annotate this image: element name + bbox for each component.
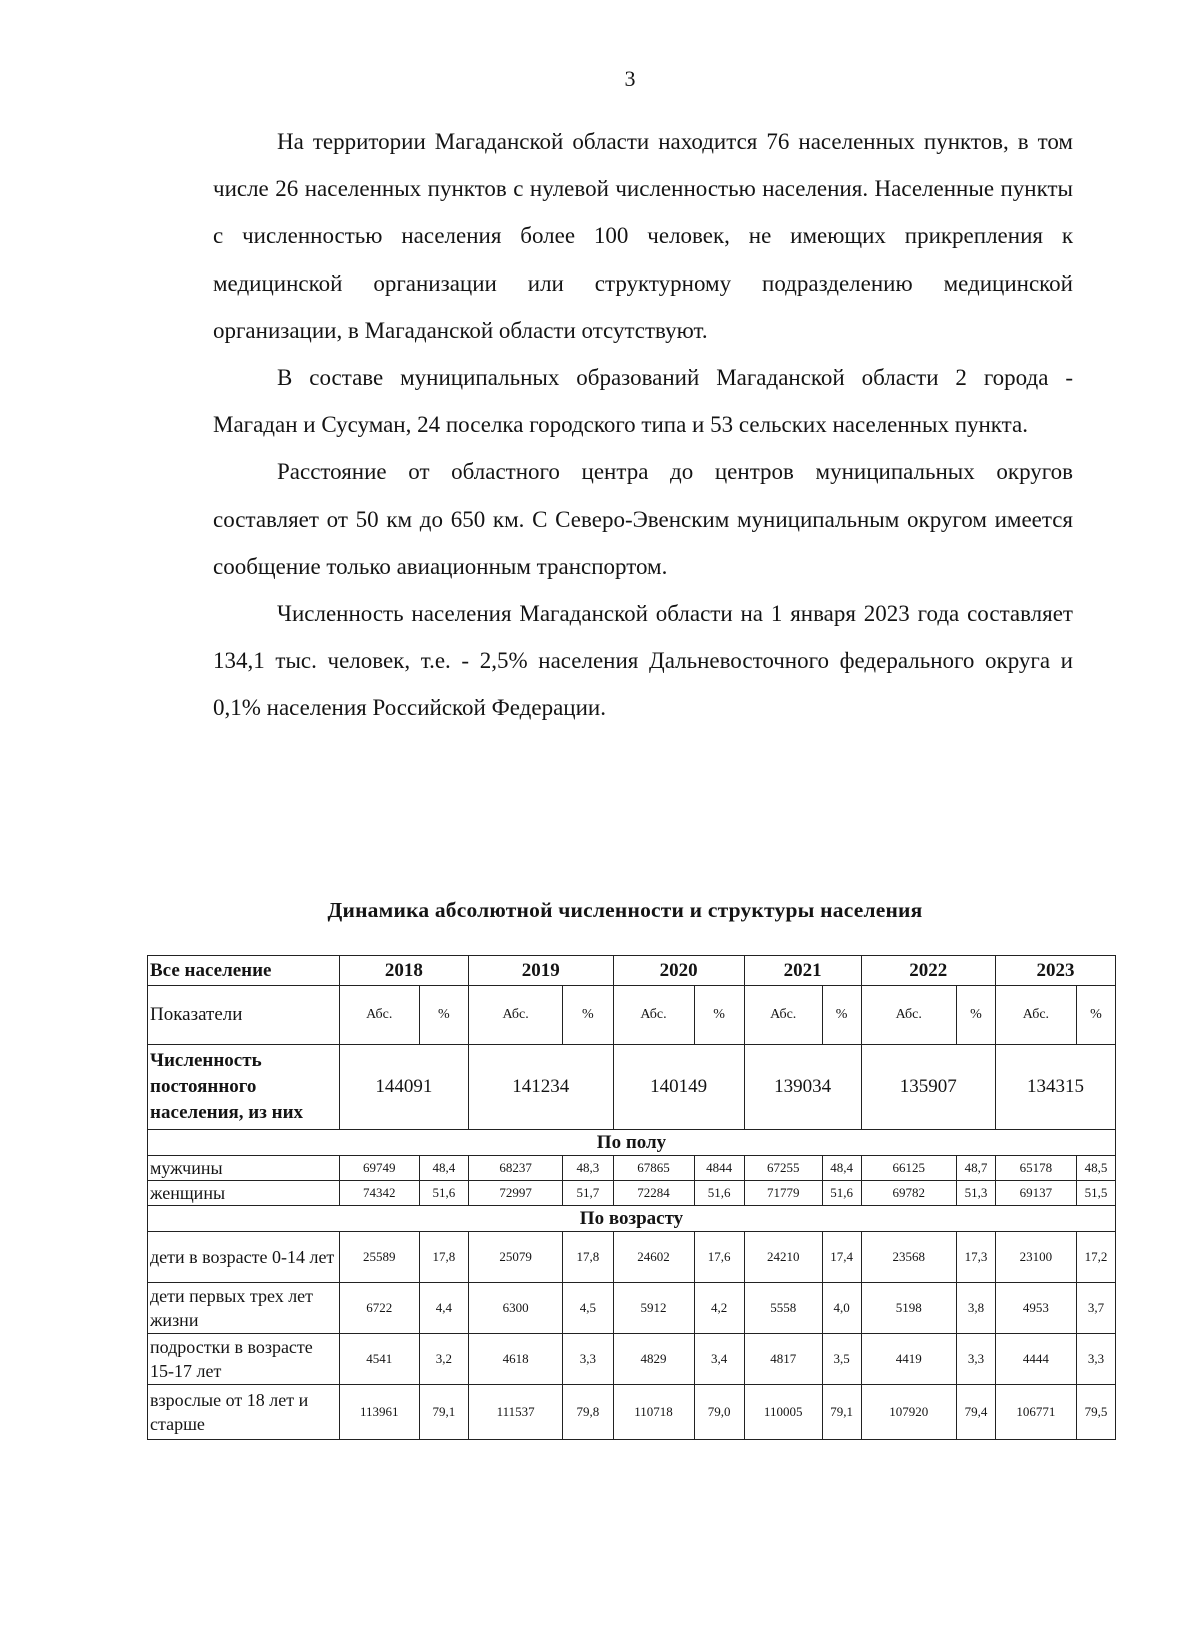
cell: 3,3	[1076, 1334, 1115, 1385]
abs-header: Абс.	[861, 986, 956, 1045]
cell: 4444	[995, 1334, 1076, 1385]
total-value-2018: 144091	[339, 1045, 468, 1130]
cell: 24602	[613, 1232, 694, 1283]
cell: 4953	[995, 1283, 1076, 1334]
abs-header: Абс.	[339, 986, 419, 1045]
total-population-row	[148, 1045, 1116, 1130]
section-age-row	[148, 1206, 1116, 1232]
cell: 17,8	[563, 1232, 613, 1283]
population-table	[147, 955, 1116, 1440]
cell: 4,2	[694, 1283, 744, 1334]
cell: 4618	[468, 1334, 562, 1385]
row-label: взрослые от 18 лет и старше	[148, 1385, 340, 1440]
pct-header: %	[563, 986, 613, 1045]
cell: 74342	[339, 1181, 419, 1206]
cell: 5198	[861, 1283, 956, 1334]
paragraph-population: Численность населения Магаданской области на 1 января 2023 года составляет 134,1 тыс. человек, т.е. - 2,5% населения Дальневосточного федерального округа и 0,1% населения Российской Федерации.	[213, 601, 1073, 721]
cell: 6722	[339, 1283, 419, 1334]
corner-label: Все население	[148, 956, 340, 986]
table-row	[148, 1283, 1116, 1334]
cell: 4817	[744, 1334, 822, 1385]
cell: 5912	[613, 1283, 694, 1334]
table-row	[148, 1385, 1116, 1440]
year-header-row	[148, 956, 1116, 986]
cell: 6300	[468, 1283, 562, 1334]
cell: 17,3	[956, 1232, 995, 1283]
cell: 4541	[339, 1334, 419, 1385]
year-2020: 2020	[613, 956, 744, 986]
cell: 4829	[613, 1334, 694, 1385]
abs-header: Абс.	[613, 986, 694, 1045]
cell: 79,4	[956, 1385, 995, 1440]
cell: 67255	[744, 1156, 822, 1181]
cell: 111537	[468, 1385, 562, 1440]
total-value-2023: 134315	[995, 1045, 1115, 1130]
cell: 3,2	[419, 1334, 468, 1385]
cell: 4844	[694, 1156, 744, 1181]
table-row	[148, 1334, 1116, 1385]
pct-header: %	[1076, 986, 1115, 1045]
section-gender-row	[148, 1130, 1116, 1156]
row-label: дети в возрасте 0-14 лет	[148, 1232, 340, 1283]
row-label: дети первых трех лет жизни	[148, 1283, 340, 1334]
cell: 79,1	[419, 1385, 468, 1440]
cell: 79,5	[1076, 1385, 1115, 1440]
cell: 51,6	[694, 1181, 744, 1206]
total-value-2022: 135907	[861, 1045, 995, 1130]
cell: 51,7	[563, 1181, 613, 1206]
indicators-label: Показатели	[148, 986, 340, 1045]
table-row	[148, 1181, 1116, 1206]
cell: 3,4	[694, 1334, 744, 1385]
cell: 25589	[339, 1232, 419, 1283]
cell: 79,8	[563, 1385, 613, 1440]
table-row	[148, 1232, 1116, 1283]
cell: 17,6	[694, 1232, 744, 1283]
cell: 17,8	[419, 1232, 468, 1283]
table-row	[148, 1156, 1116, 1181]
cell: 107920	[861, 1385, 956, 1440]
row-label: женщины	[148, 1181, 340, 1206]
cell: 48,3	[563, 1156, 613, 1181]
cell: 48,4	[419, 1156, 468, 1181]
total-value-2021: 139034	[744, 1045, 861, 1130]
cell: 110718	[613, 1385, 694, 1440]
paragraph-distance: Расстояние от областного центра до центров муниципальных округов составляет от 50 км до 650 км. С Северо-Эвенским муниципальным округом имеется сообщение только авиационным транспортом.	[213, 459, 1073, 579]
cell: 5558	[744, 1283, 822, 1334]
year-2023: 2023	[995, 956, 1115, 986]
cell: 110005	[744, 1385, 822, 1440]
year-2022: 2022	[861, 956, 995, 986]
row-label: подростки в возрасте 15-17 лет	[148, 1334, 340, 1385]
cell: 48,7	[956, 1156, 995, 1181]
cell: 67865	[613, 1156, 694, 1181]
cell: 4,4	[419, 1283, 468, 1334]
abs-header: Абс.	[995, 986, 1076, 1045]
cell: 69137	[995, 1181, 1076, 1206]
paragraph-settlements: На территории Магаданской области находится 76 населенных пунктов, в том числе 26 населенных пунктов с нулевой численностью населения. Населенные пункты с численностью населения более 100 человек, не имеющих прикрепления к медицинской организации или структурному подразделению медицинской организации, в Магаданской области отсутствуют.	[213, 129, 1073, 343]
cell: 72997	[468, 1181, 562, 1206]
section-age: По возрасту	[148, 1206, 1116, 1232]
cell: 113961	[339, 1385, 419, 1440]
pct-header: %	[419, 986, 468, 1045]
page-number: 3	[624, 66, 636, 91]
total-population-label: Численность постоянного населения, из них	[148, 1045, 340, 1130]
cell: 23100	[995, 1232, 1076, 1283]
cell: 4419	[861, 1334, 956, 1385]
cell: 106771	[995, 1385, 1076, 1440]
cell: 3,3	[563, 1334, 613, 1385]
cell: 69782	[861, 1181, 956, 1206]
year-2019: 2019	[468, 956, 613, 986]
paragraph-municipalities: В составе муниципальных образований Магаданской области 2 города - Магадан и Сусуман, 24 поселка городского типа и 53 сельских населенных пункта.	[213, 365, 1073, 438]
cell: 79,0	[694, 1385, 744, 1440]
body-text	[213, 118, 1073, 732]
cell: 23568	[861, 1232, 956, 1283]
cell: 51,6	[419, 1181, 468, 1206]
cell: 3,5	[822, 1334, 861, 1385]
cell: 48,5	[1076, 1156, 1115, 1181]
subheader-row	[148, 986, 1116, 1045]
cell: 79,1	[822, 1385, 861, 1440]
cell: 66125	[861, 1156, 956, 1181]
cell: 17,2	[1076, 1232, 1115, 1283]
pct-header: %	[956, 986, 995, 1045]
total-value-2020: 140149	[613, 1045, 744, 1130]
cell: 69749	[339, 1156, 419, 1181]
pct-header: %	[822, 986, 861, 1045]
cell: 72284	[613, 1181, 694, 1206]
year-2021: 2021	[744, 956, 861, 986]
cell: 3,3	[956, 1334, 995, 1385]
cell: 65178	[995, 1156, 1076, 1181]
table-title: Динамика абсолютной численности и структуры населения	[327, 898, 923, 922]
cell: 71779	[744, 1181, 822, 1206]
cell: 4,0	[822, 1283, 861, 1334]
year-2018: 2018	[339, 956, 468, 986]
cell: 24210	[744, 1232, 822, 1283]
section-gender: По полу	[148, 1130, 1116, 1156]
cell: 17,4	[822, 1232, 861, 1283]
cell: 3,7	[1076, 1283, 1115, 1334]
cell: 51,3	[956, 1181, 995, 1206]
abs-header: Абс.	[744, 986, 822, 1045]
abs-header: Абс.	[468, 986, 562, 1045]
cell: 68237	[468, 1156, 562, 1181]
cell: 51,6	[822, 1181, 861, 1206]
cell: 48,4	[822, 1156, 861, 1181]
cell: 3,8	[956, 1283, 995, 1334]
cell: 25079	[468, 1232, 562, 1283]
pct-header: %	[694, 986, 744, 1045]
row-label: мужчины	[148, 1156, 340, 1181]
cell: 51,5	[1076, 1181, 1115, 1206]
cell: 4,5	[563, 1283, 613, 1334]
total-value-2019: 141234	[468, 1045, 613, 1130]
